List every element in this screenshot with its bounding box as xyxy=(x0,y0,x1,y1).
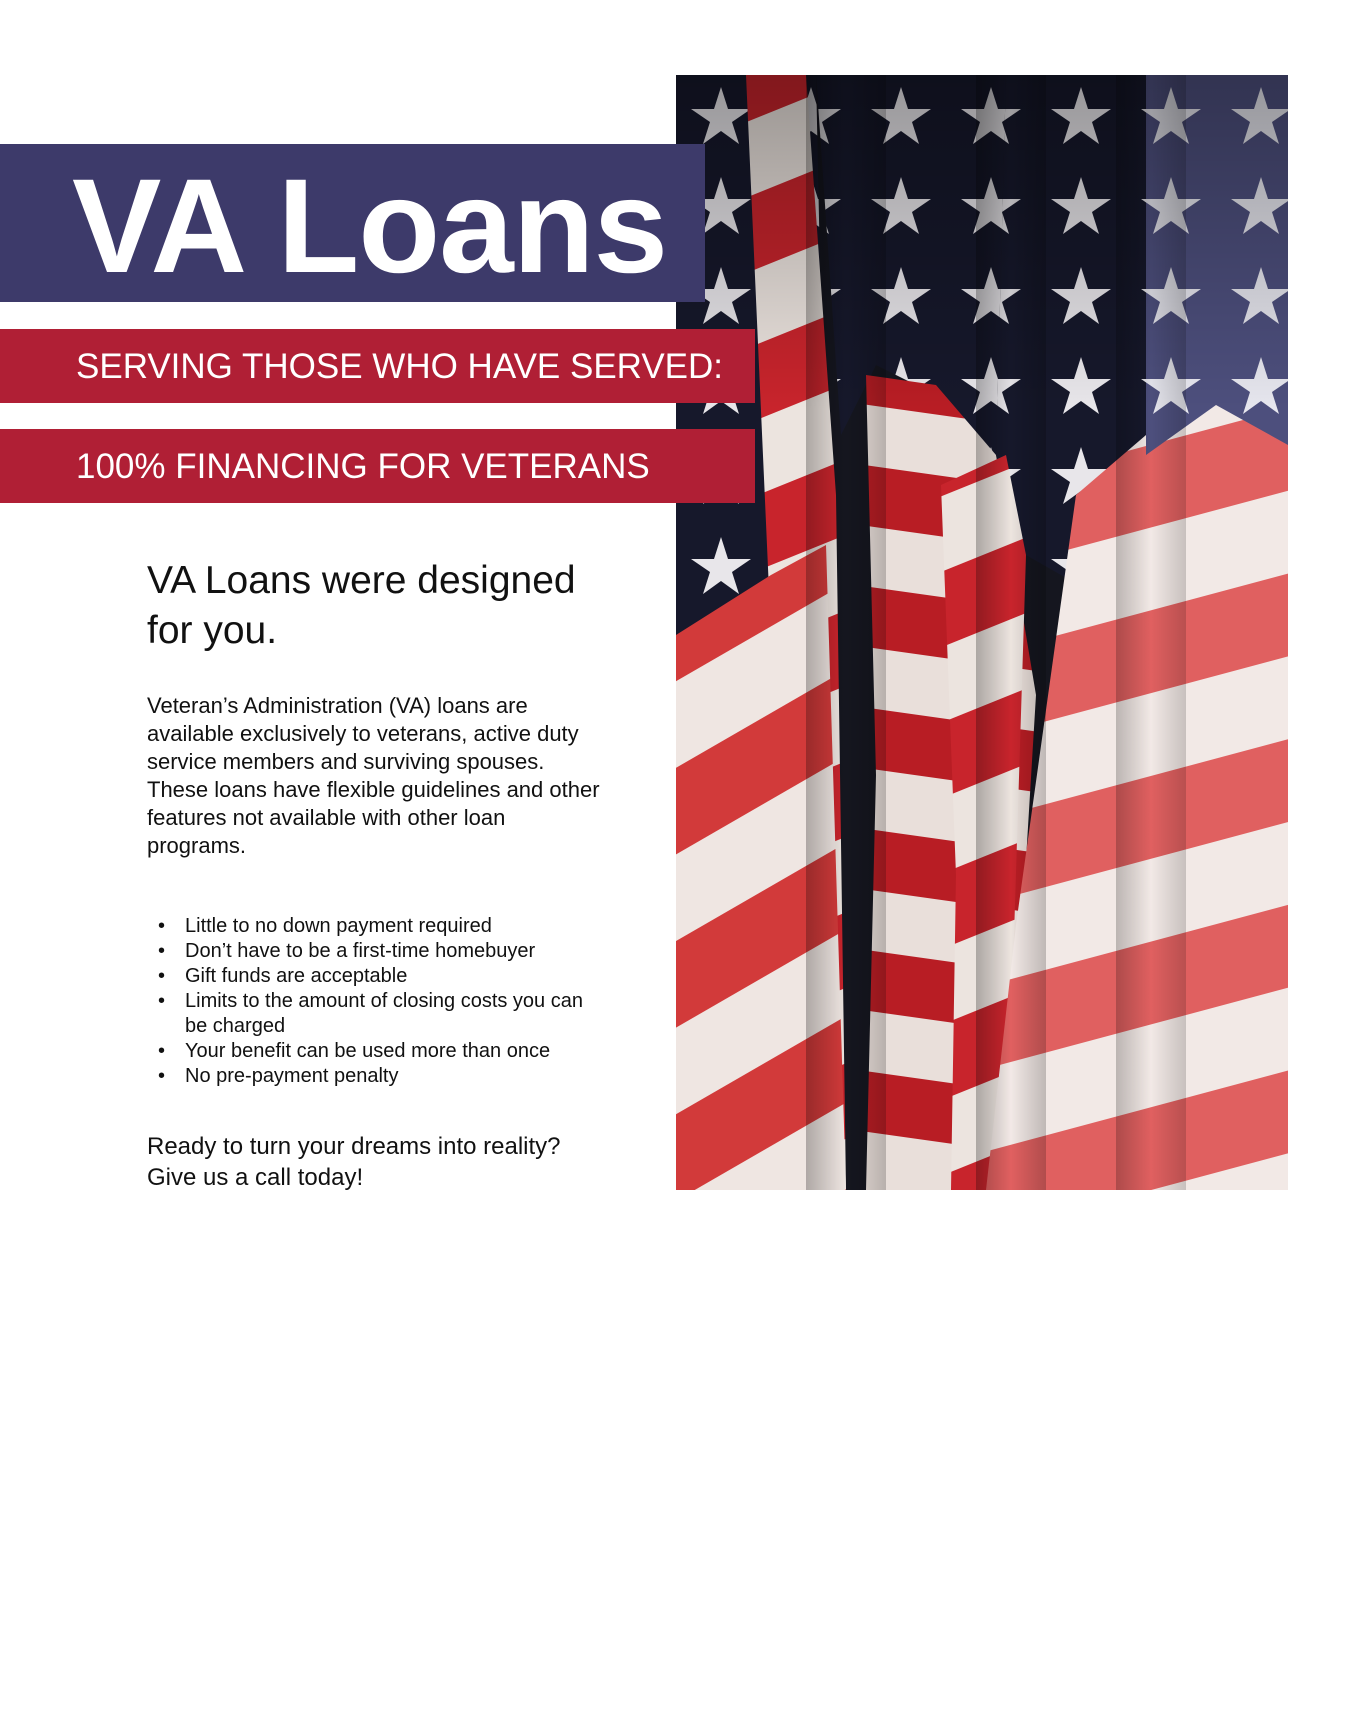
bullet-icon: • xyxy=(158,1065,166,1087)
closing-text xyxy=(147,1131,607,1193)
benefit-item xyxy=(147,914,607,939)
benefit-text: Limits to the amount of closing costs you can be charged xyxy=(185,990,583,1037)
tagline-banner xyxy=(0,329,755,403)
benefits-list xyxy=(147,914,607,1089)
benefit-text: No pre-payment penalty xyxy=(185,1065,399,1087)
benefit-text: Gift funds are acceptable xyxy=(185,965,408,987)
benefit-item xyxy=(147,989,607,1039)
bullet-icon: • xyxy=(158,965,166,987)
closing-line-1: Ready to turn your dreams into reality? xyxy=(147,1133,561,1160)
page-title: VA Loans xyxy=(72,152,668,301)
intro-paragraph: Veteran’s Administration (VA) loans are available exclusively to veterans, active duty service members and surviving spouses. These loans have flexible guidelines and other features not available with other loan programs. xyxy=(147,693,600,858)
title-banner xyxy=(0,144,705,302)
bullet-icon: • xyxy=(158,990,166,1012)
american-flags-photo xyxy=(676,75,1288,1190)
benefit-item xyxy=(147,1039,607,1064)
bullet-icon: • xyxy=(158,915,166,937)
financing-text: 100% FINANCING FOR VETERANS xyxy=(76,447,650,486)
benefit-text: Don’t have to be a first-time homebuyer xyxy=(185,940,536,962)
benefit-text: Your benefit can be used more than once xyxy=(185,1040,551,1062)
subheading: VA Loans were designed for you. xyxy=(147,559,576,652)
benefit-item xyxy=(147,964,607,989)
benefit-item xyxy=(147,939,607,964)
financing-banner xyxy=(0,429,755,503)
flyer-content xyxy=(147,556,607,1193)
bullet-icon: • xyxy=(158,1040,166,1062)
tagline-text: SERVING THOSE WHO HAVE SERVED: xyxy=(76,347,724,386)
bullet-icon: • xyxy=(158,940,166,962)
benefit-text: Little to no down payment required xyxy=(185,915,492,937)
closing-line-2: Give us a call today! xyxy=(147,1164,364,1191)
benefit-item xyxy=(147,1064,607,1089)
